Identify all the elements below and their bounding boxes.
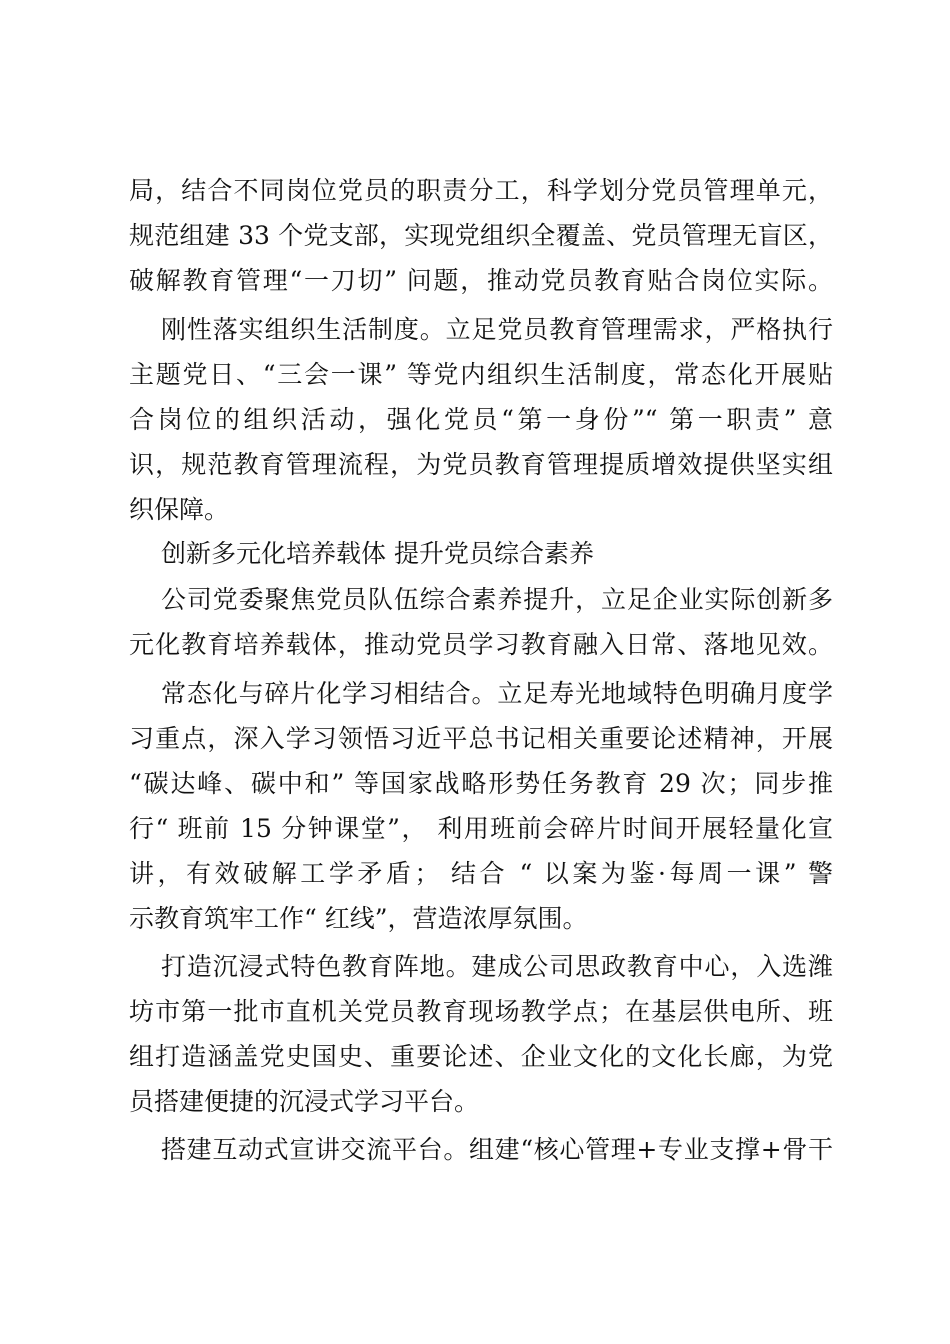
paragraph-line: 组打造涵盖党史国史、重要论述、企业文化的文化长廊，为党 [129,1042,833,1071]
paragraph-line: 局，结合不同岗位党员的职责分工，科学划分党员管理单元， [129,176,833,205]
paragraph-line: 规范组建 33 个党支部，实现党组织全覆盖、党员管理无盲区， [129,221,833,250]
paragraph-line: 常态化与碎片化学习相结合。立足寿光地域特色明确月度学 [161,679,833,708]
paragraph-line: 元化教育培养载体，推动党员学习教育融入日常、落地见效。 [129,630,833,659]
paragraph-line: 搭建互动式宣讲交流平台。组建“核心管理+专业支撑+骨干 [161,1135,833,1164]
paragraph-line: 行“ 班前 15 分钟课堂”， 利用班前会碎片时间开展轻量化宣 [129,814,833,843]
paragraph-line: 讲，有效破解工学矛盾； 结合 “ 以案为鉴·每周一课” 警 [129,859,833,888]
paragraph-line: 主题党日、“三会一课” 等党内组织生活制度，常态化开展贴 [129,360,833,389]
paragraph-line: 公司党委聚焦党员队伍综合素养提升，立足企业实际创新多 [161,585,833,614]
section-heading: 创新多元化培养载体 提升党员综合素养 [161,539,594,568]
paragraph-line: 识，规范教育管理流程，为党员教育管理提质增效提供坚实组 [129,450,833,479]
paragraph-line: 示教育筑牢工作“ 红线”，营造浓厚氛围。 [129,904,588,933]
paragraph-line: 习重点，深入学习领悟习近平总书记相关重要论述精神，开展 [129,724,833,753]
paragraph-line: 合岗位的组织活动，强化党员“第一身份”“ 第一职责” 意 [129,405,833,434]
paragraph-line: 破解教育管理“一刀切” 问题，推动党员教育贴合岗位实际。 [129,266,833,295]
paragraph-line: 员搭建便捷的沉浸式学习平台。 [129,1087,480,1116]
paragraph-line: “碳达峰、碳中和” 等国家战略形势任务教育 29 次；同步推 [129,769,833,798]
paragraph-line: 打造沉浸式特色教育阵地。建成公司思政教育中心，入选潍 [161,952,833,981]
paragraph-line: 织保障。 [129,495,230,524]
paragraph-line: 坊市第一批市直机关党员教育现场教学点；在基层供电所、班 [129,997,833,1026]
paragraph-line: 刚性落实组织生活制度。立足党员教育管理需求，严格执行 [161,315,833,344]
